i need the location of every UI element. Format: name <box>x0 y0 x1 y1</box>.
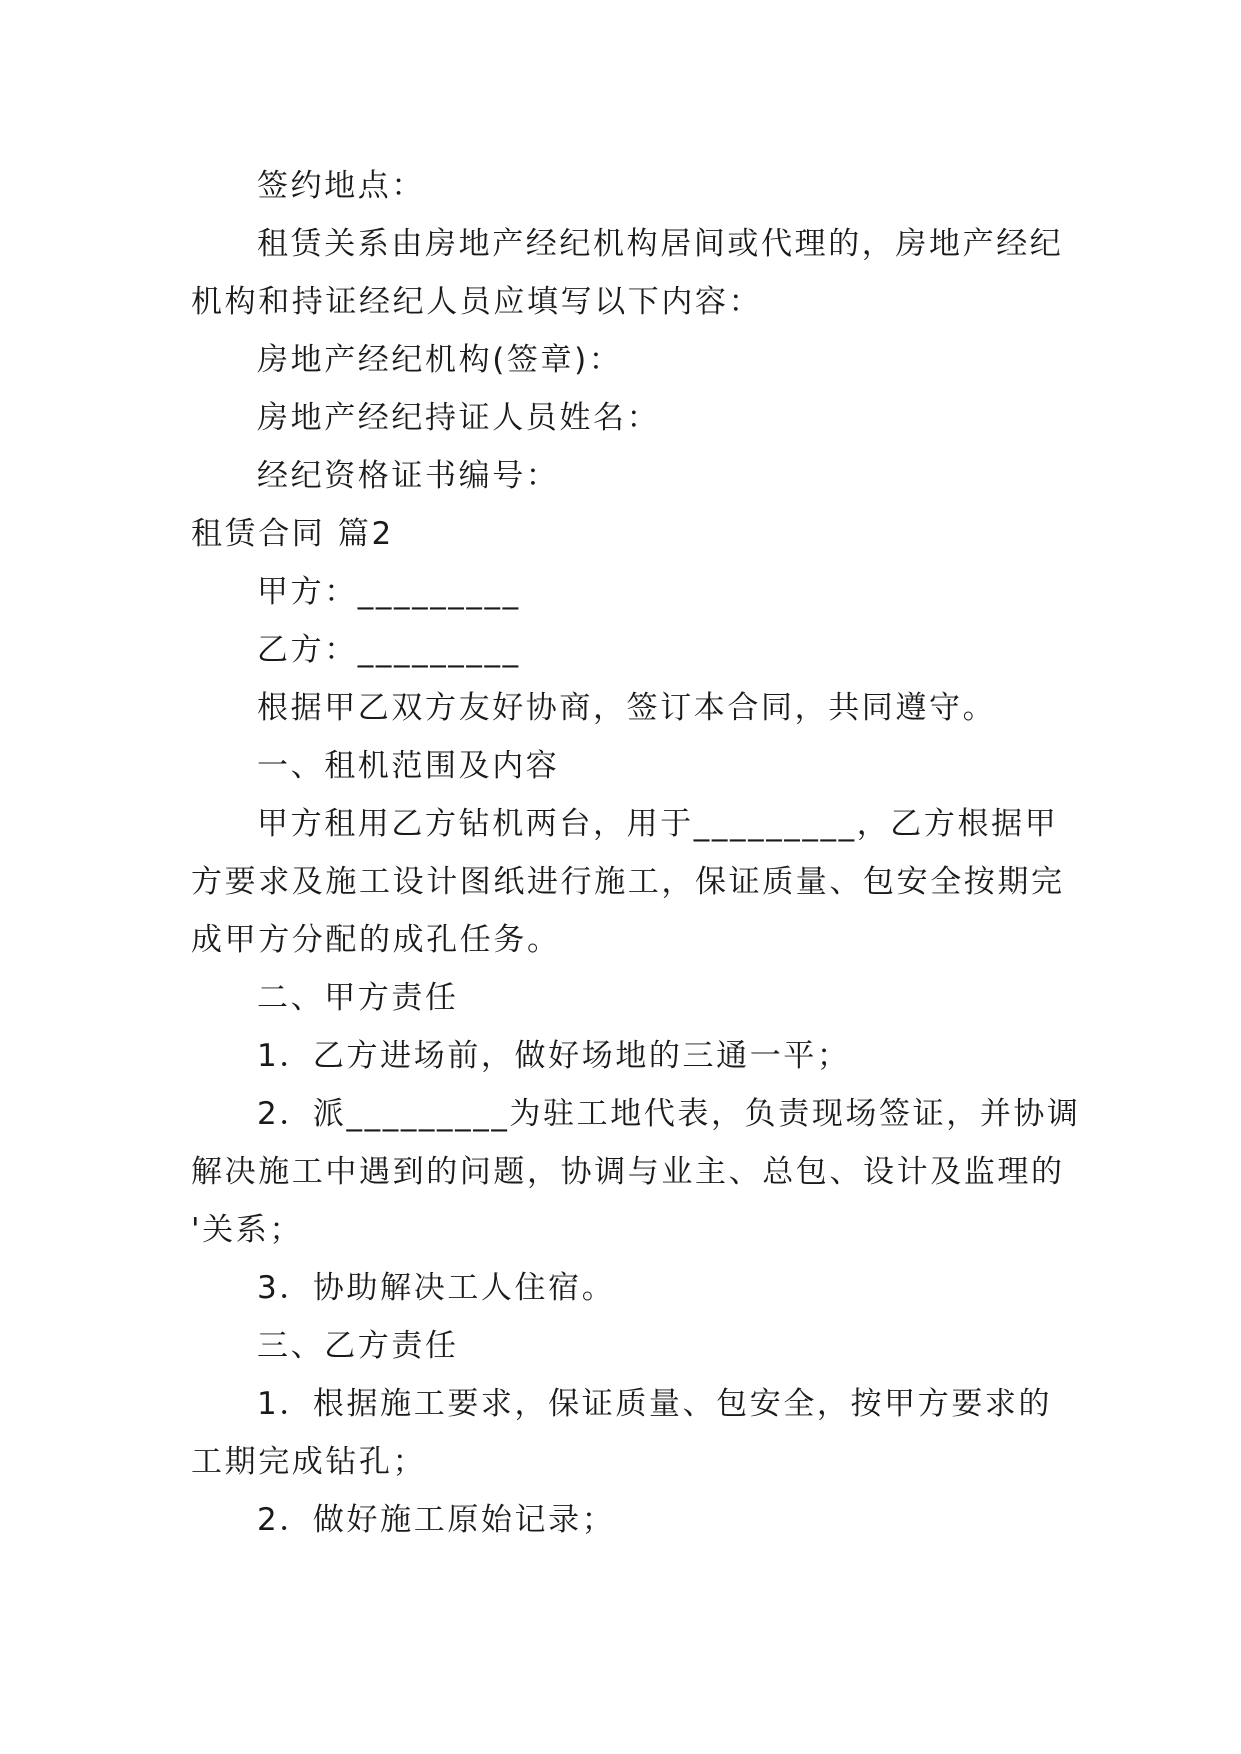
certificate-number-line: 经纪资格证书编号： <box>257 458 560 494</box>
clause-3-heading: 三、乙方责任 <box>257 1328 459 1364</box>
agency-clause-line-1: 租赁关系由房地产经纪机构居间或代理的，房地产经纪 <box>257 226 1064 262</box>
section-heading: 租赁合同 篇2 <box>191 516 394 552</box>
clause-2-item-2-line-2: 解决施工中遇到的问题，协调与业主、总包、设计及监理的 <box>191 1154 1065 1190</box>
agency-clause-line-2: 机构和持证经纪人员应填写以下内容： <box>191 284 763 320</box>
clause-3-item-1-line-1: 1．根据施工要求，保证质量、包安全，按甲方要求的 <box>257 1386 1053 1422</box>
clause-1-text-line-2: 方要求及施工设计图纸进行施工，保证质量、包安全按期完 <box>191 864 1065 900</box>
clause-2-item-2-line-3: '关系； <box>191 1212 303 1248</box>
clause-1-text-line-1: 甲方租用乙方钻机两台，用于_________，乙方根据甲 <box>257 806 1059 842</box>
agent-name-line: 房地产经纪持证人员姓名： <box>257 400 661 436</box>
clause-2-item-1: 1．乙方进场前，做好场地的三通一平； <box>257 1038 851 1074</box>
clause-3-item-1-line-2: 工期完成钻孔； <box>191 1444 427 1480</box>
agency-seal-line: 房地产经纪机构(签章)： <box>257 342 623 378</box>
agreement-intro-line: 根据甲乙双方友好协商，签订本合同，共同遵守。 <box>257 690 997 726</box>
clause-1-heading: 一、租机范围及内容 <box>257 748 560 784</box>
clause-2-item-2-line-1: 2．派_________为驻工地代表，负责现场签证，并协调 <box>257 1096 1081 1132</box>
signing-place-line: 签约地点： <box>257 168 425 204</box>
clause-2-item-3: 3．协助解决工人住宿。 <box>257 1270 616 1306</box>
clause-1-text-line-3: 成甲方分配的成孔任务。 <box>191 922 561 958</box>
clause-2-heading: 二、甲方责任 <box>257 980 459 1016</box>
party-a-line: 甲方：_________ <box>257 574 521 610</box>
clause-3-item-2: 2．做好施工原始记录； <box>257 1502 616 1538</box>
party-b-line: 乙方：_________ <box>257 632 521 668</box>
